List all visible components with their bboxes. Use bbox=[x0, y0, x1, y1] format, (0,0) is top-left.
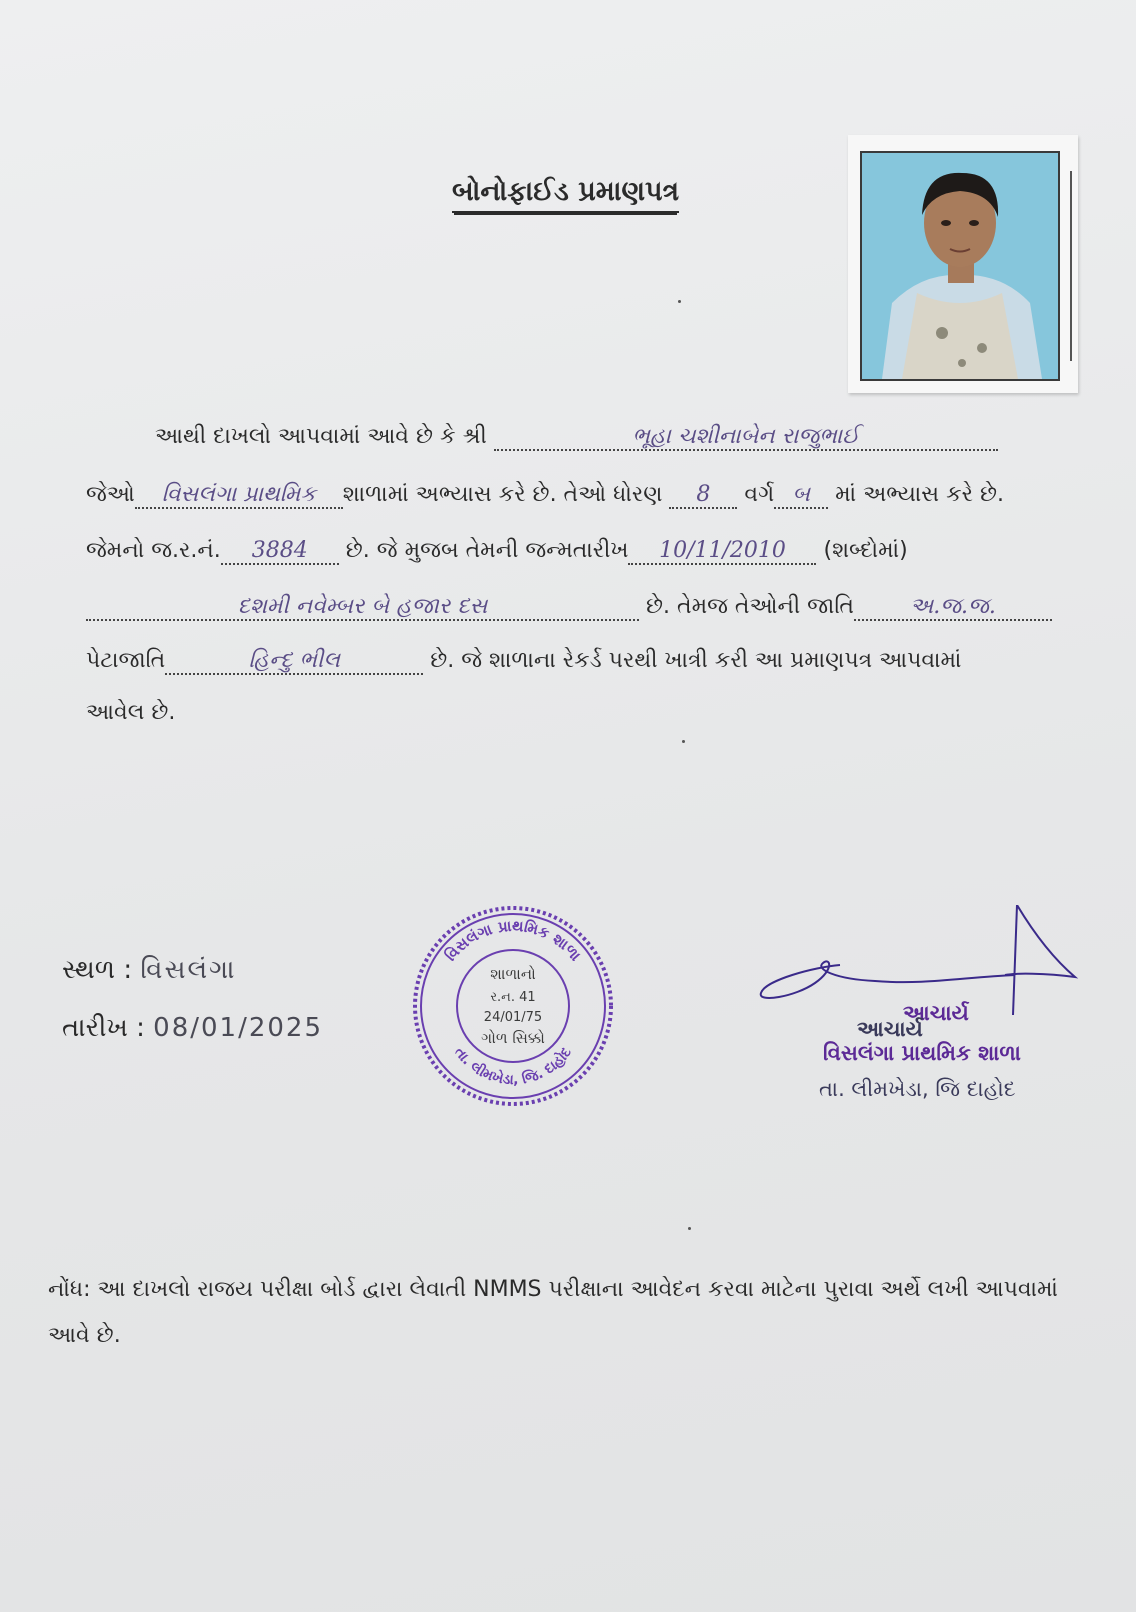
paper-speck bbox=[678, 300, 681, 303]
school-name-field: વિસલંગા પ્રાથમિક bbox=[135, 482, 343, 509]
register-number-field: 3884 bbox=[221, 538, 339, 565]
principal-signature bbox=[755, 905, 1095, 1015]
seal-inner-bottom: ગોળ સિક્કો bbox=[481, 1029, 545, 1047]
body-line-3 bbox=[86, 538, 908, 565]
student-photo-frame bbox=[848, 135, 1078, 393]
body-line-2 bbox=[86, 482, 1004, 509]
student-photo bbox=[860, 151, 1060, 381]
date-row bbox=[62, 1013, 323, 1044]
student-name-field: ભૂહા ચશીનાબેન રાજુભાઈ bbox=[494, 424, 998, 451]
school-seal bbox=[410, 903, 616, 1109]
signature-title: આચાર્ય bbox=[857, 1017, 923, 1041]
line3-prefix: જેમનો જ.ર.નં. bbox=[86, 538, 221, 563]
sub-caste-field: હિન્દુ ભીલ bbox=[165, 648, 423, 675]
line1-prefix: આથી દાખલો આપવામાં આવે છે કે શ્રી bbox=[155, 424, 487, 449]
line2-mid: શાળામાં અભ્યાસ કરે છે. તેઓ ધોરણ bbox=[342, 482, 663, 507]
nmms-note: નોંધ: આ દાખલો રાજય પરીક્ષા બોર્ડ દ્વારા લેવાતી NMMS પરીક્ષાના આવેદન કરવા માટેના પુરાવા અર્થે લખી આપવામાં આવે છે. bbox=[48, 1277, 1058, 1348]
date-value: 08/01/2025 bbox=[153, 1013, 324, 1043]
place-value: વિસલંગા bbox=[140, 955, 237, 985]
body-line-1 bbox=[155, 424, 998, 451]
signature-location: તા. લીમખેડા, જિ દાહોદ bbox=[819, 1077, 1016, 1101]
seal-inner-top: શાળાનો bbox=[490, 965, 536, 983]
student-photo-image bbox=[862, 153, 1058, 379]
line3-suffix: (શબ્દોમાં) bbox=[823, 538, 908, 563]
line2-suffix: માં અભ્યાસ કરે છે. bbox=[835, 482, 1005, 507]
standard-field: 8 bbox=[669, 482, 737, 509]
signature-school: વિસલંગા પ્રાથમિક શાળા bbox=[823, 1041, 1021, 1065]
seal-outer-top-text: વિસલંગા પ્રાથમિક શાળા bbox=[441, 916, 585, 965]
svg-text:તા. લીમખેડા, જિ. દાહોદ bbox=[451, 1044, 575, 1088]
certificate-title: બોનોફાઈડ પ્રમાણપત્ર bbox=[452, 176, 679, 213]
photo-frame-edge bbox=[1070, 171, 1072, 361]
school-seal-graphic bbox=[410, 903, 616, 1109]
place-row bbox=[62, 955, 237, 986]
birth-date-field: 10/11/2010 bbox=[628, 538, 816, 565]
line4-mid: છે. તેમજ તેઓની જાતિ bbox=[646, 594, 854, 619]
line3-mid: છે. જે મુજબ તેમની જન્મતારીખ bbox=[345, 538, 629, 563]
signature-title-top: આચાર્ય bbox=[903, 1001, 969, 1025]
body-line-6: આવેલ છે. bbox=[86, 700, 176, 725]
paper-speck bbox=[688, 1227, 691, 1230]
line5-suffix: છે. જે શાળાના રેકર્ડ પરથી ખાત્રી કરી આ પ્રમાણપત્ર આપવામાં bbox=[430, 648, 962, 673]
date-label: તારીખ : bbox=[62, 1013, 145, 1043]
paper-speck bbox=[682, 740, 685, 743]
body-line-5 bbox=[86, 648, 961, 675]
seal-inner-mid: ર.ન. 41 bbox=[490, 990, 536, 1005]
caste-field: અ.જ.જ. bbox=[854, 594, 1052, 621]
seal-inner-date: 24/01/75 bbox=[483, 1010, 543, 1025]
svg-text:વિસલંગા પ્રાથમિક શાળા bbox=[441, 917, 584, 965]
seal-outer-bottom-text: તા. લીમખેડા, જિ. દાહોદ bbox=[451, 1044, 575, 1089]
line2-prefix: જેઓ bbox=[86, 482, 135, 507]
division-field: બ bbox=[774, 482, 828, 509]
place-label: સ્થળ : bbox=[62, 955, 133, 985]
line5-prefix: પેટાજાતિ bbox=[86, 648, 166, 673]
body-line-4 bbox=[86, 594, 1052, 621]
line2-mid2: વર્ગ bbox=[744, 482, 775, 507]
birth-date-words-field: દશમી નવેમ્બર બે હજાર દસ bbox=[86, 594, 639, 621]
principal-signature-block bbox=[755, 905, 1095, 1105]
